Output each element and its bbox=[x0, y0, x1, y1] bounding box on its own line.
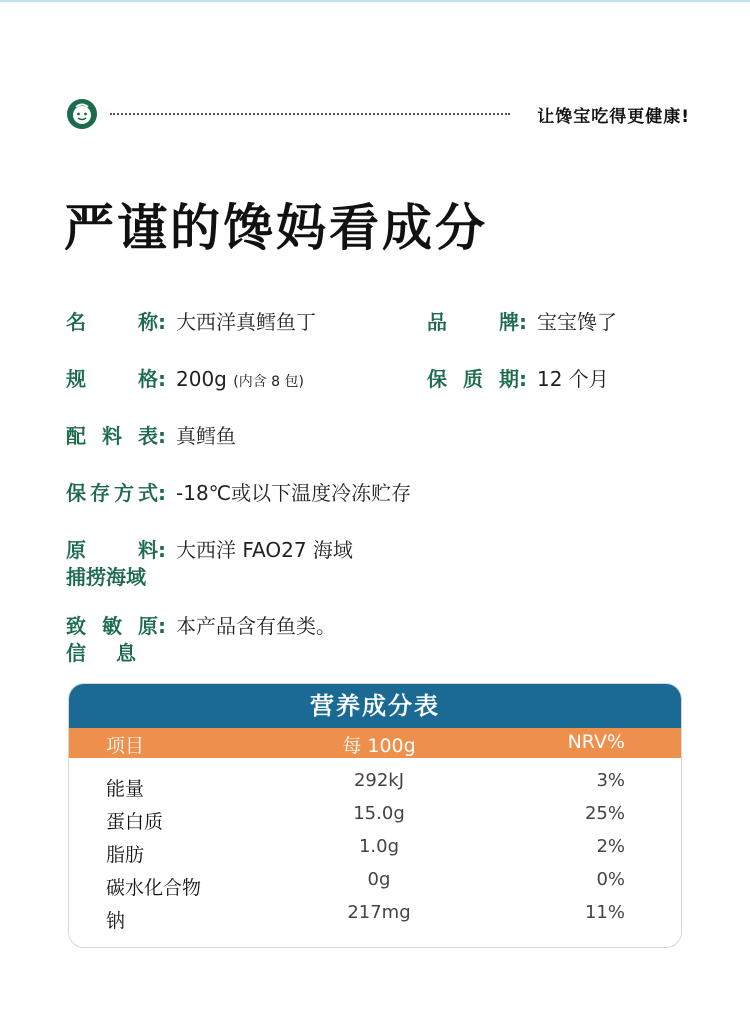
top-divider bbox=[0, 0, 750, 2]
origin-label-2: 捕捞海域 bbox=[66, 565, 146, 589]
ingredients-label: 配料表 bbox=[66, 424, 158, 448]
info-ingredients: 配料表: 真鳕鱼 bbox=[66, 424, 236, 448]
table-row: 钠 217mg 11% bbox=[106, 902, 625, 932]
origin-value: 大西洋 FAO27 海域 bbox=[176, 538, 353, 562]
dotted-divider bbox=[110, 113, 510, 115]
shelf-value: 12 个月 bbox=[537, 367, 609, 391]
brand-value: 宝宝馋了 bbox=[537, 310, 617, 334]
spec-value: 200g bbox=[176, 367, 227, 391]
allergen-value: 本产品含有鱼类。 bbox=[176, 614, 336, 638]
table-row: 蛋白质 15.0g 25% bbox=[106, 803, 625, 833]
header-nrv: NRV% bbox=[567, 731, 625, 753]
header-item: 项目 bbox=[106, 735, 145, 757]
name-value: 大西洋真鳕鱼丁 bbox=[176, 310, 316, 334]
shelf-label: 保质期 bbox=[427, 367, 519, 391]
storage-value: -18℃或以下温度冷冻贮存 bbox=[176, 481, 412, 505]
info-storage: 保存方式: -18℃或以下温度冷冻贮存 bbox=[66, 481, 412, 505]
info-shelf-life: 保质期: 12 个月 bbox=[427, 367, 609, 391]
storage-label: 保存方式 bbox=[66, 481, 158, 505]
brand-label: 品牌 bbox=[427, 310, 519, 334]
header-per-100g: 每 100g bbox=[342, 735, 416, 757]
nutrition-title: 营养成分表 bbox=[69, 684, 681, 728]
info-allergen: 致敏原: 本产品含有鱼类。 信息 bbox=[66, 614, 336, 665]
table-row: 碳水化合物 0g 0% bbox=[106, 869, 625, 899]
origin-label: 原料 bbox=[66, 538, 158, 562]
baby-face-logo-icon bbox=[66, 98, 98, 130]
spec-note: (内含 8 包) bbox=[233, 374, 304, 390]
table-row: 能量 292kJ 3% bbox=[106, 770, 625, 800]
info-origin: 原料: 大西洋 FAO27 海域 捕捞海域 bbox=[66, 538, 353, 589]
nutrition-header-row bbox=[69, 728, 681, 758]
allergen-label: 致敏原 bbox=[66, 614, 158, 638]
slogan: 让馋宝吃得更健康! bbox=[537, 107, 690, 127]
spec-label: 规格 bbox=[66, 367, 158, 391]
ingredients-value: 真鳕鱼 bbox=[176, 424, 236, 448]
info-spec: 规格: 200g (内含 8 包) bbox=[66, 367, 304, 391]
table-row: 脂肪 1.0g 2% bbox=[106, 836, 625, 866]
allergen-label-2: 信息 bbox=[66, 641, 136, 665]
info-name: 名称: 大西洋真鳕鱼丁 bbox=[66, 310, 316, 334]
page-title: 严谨的馋妈看成分 bbox=[64, 199, 488, 257]
name-label: 名称 bbox=[66, 310, 158, 334]
header-bar bbox=[66, 96, 690, 132]
nutrition-table bbox=[68, 683, 682, 948]
info-brand: 品牌: 宝宝馋了 bbox=[427, 310, 617, 334]
